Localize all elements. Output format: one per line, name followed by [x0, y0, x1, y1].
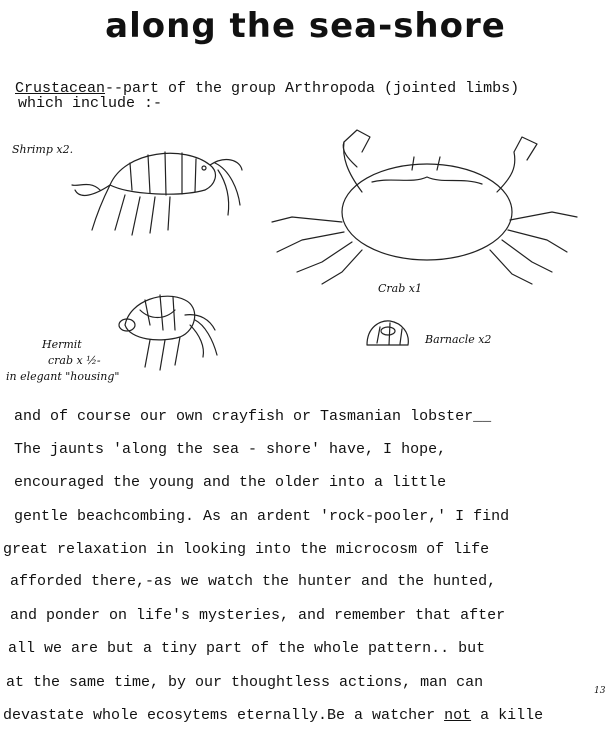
- body-line-3: encouraged the young and the older into a little: [14, 474, 447, 491]
- intro-line-2: which include :-: [18, 95, 163, 112]
- hermit-crab-drawing: [105, 285, 235, 380]
- barnacle-drawing: [362, 315, 417, 355]
- page-title: along the sea-shore: [105, 6, 506, 46]
- body-line-7: and ponder on life's mysteries, and remember that after: [10, 607, 506, 624]
- body-line-2: The jaunts 'along the sea - shore' have, I hope,: [14, 441, 447, 458]
- margin-mark: 13: [594, 686, 606, 696]
- term-crustacean: Crustacean: [15, 80, 106, 97]
- barnacle-label: Barnacle x2: [425, 333, 492, 346]
- crab-drawing: [262, 122, 582, 292]
- intro-line-1-rest: --part of the group Arthropoda (jointed limbs): [105, 80, 520, 97]
- body-line-1: and of course our own crayfish or Tasmanian lobster__: [14, 408, 492, 425]
- shrimp-drawing: [70, 135, 245, 245]
- hermit-label-line-1: Hermit: [42, 338, 82, 351]
- body-line-8: all we are but a tiny part of the whole pattern.. but: [8, 640, 486, 657]
- emphasis-not: not: [444, 707, 472, 724]
- hermit-label-line-3: in elegant "housing": [6, 370, 120, 383]
- body-line-10: [3, 707, 543, 724]
- hermit-label-line-2: crab x ½-: [48, 354, 101, 367]
- crab-label: Crab x1: [378, 282, 422, 295]
- body-line-10-end: a kille: [471, 707, 544, 724]
- shrimp-label: Shrimp x2.: [12, 143, 74, 156]
- body-line-6: afforded there,-as we watch the hunter and the hunted,: [10, 573, 497, 590]
- body-line-5: great relaxation in looking into the microcosm of life: [3, 541, 490, 558]
- body-line-10-start: devastate whole ecosytems eternally.Be a watcher: [3, 707, 445, 724]
- body-line-9: at the same time, by our thoughtless actions, man can: [6, 674, 484, 691]
- body-line-4: gentle beachcombing. As an ardent 'rock-pooler,' I find: [14, 508, 510, 525]
